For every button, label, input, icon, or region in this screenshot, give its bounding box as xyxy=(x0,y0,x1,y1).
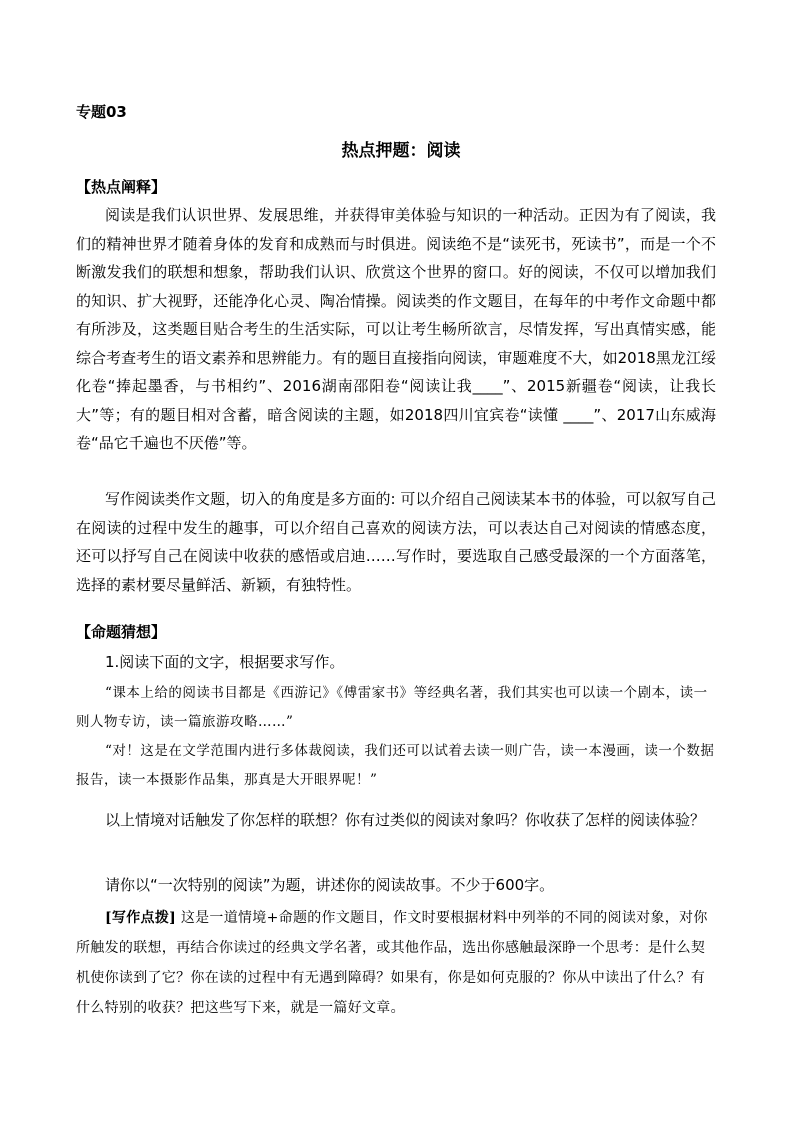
writing-tip-label: [写作点拨] xyxy=(105,910,177,926)
section-heading-hotspot: 【热点阐释】 xyxy=(76,178,167,196)
writing-tip-text: 这是一道情境+命题的作文题目，作文时要根据材料中列举的不同的阅读对象，对你所触发的联想，再结合你读过的经典文学名著，或其他作品，选出你感触最深睁一个思考：是什么契机使你读到了它？你在读的过程中有无遇到障碍？如果有，你是如何克服的？你从中读出了什么？有什么特别的收获？把这些写下来，就是一篇好文章。 xyxy=(76,910,708,1016)
section-heading-prediction: 【命题猜想】 xyxy=(76,623,167,641)
writing-tip xyxy=(76,903,718,1023)
writing-requirement: 请你以“一次特别的阅读”为题，讲述你的阅读故事。不少于600字。 xyxy=(105,876,555,894)
dialogue-quote-2: “对！这是在文学范围内进行多体裁阅读，我们还可以试着去读一则广告，读一本漫画，读一个数据报告，读一本摄影作品集，那真是大开眼界呢！” xyxy=(76,743,715,788)
topic-label: 专题03 xyxy=(76,103,127,121)
hotspot-paragraph-1: 阅读是我们认识世界、发展思维，并获得审美体验与知识的一种活动。正因为有了阅读，我们的精神世界才随着身体的发育和成熟而与时俱进。阅读绝不是“读死书，死读书”，而是一个不断激发我们的联想和想象，帮助我们认识、欣赏这个世界的窗口。好的阅读，不仅可以增加我们的知识、扩大视野，还能净化心灵、陶冶情操。阅读类的作文题目，在每年的中考作文命题中都有所涉及，这类题目贴合考生的生活实际，可以让考生畅所欲言，尽情发挥，写出真情实感，能综合考查考生的语文素养和思辨能力。有的题目直接指向阅读，审题难度不大，如2018黑龙江绥化卷“捧起墨香，与书相约”、2016湖南邵阳卷“阅读让我____”、2015新疆卷“阅读，让我长大”等；有的题目相对含蓄，暗含阅读的主题，如2018四川宜宾卷“读懂 ____”、2017山东威海卷“品它千遍也不厌倦”等。 xyxy=(76,206,716,452)
writing-prompt: 以上情境对话触发了你怎样的联想？你有过类似的阅读对象吗？你收获了怎样的阅读体验？ xyxy=(105,811,706,829)
question-intro: 1.阅读下面的文字，根据要求写作。 xyxy=(105,653,345,671)
hotspot-paragraph-2: 写作阅读类作文题，切入的角度是多方面的: 可以介绍自己阅读某本书的体验，可以叙写自己在阅读的过程中发生的趣事，可以介绍自己喜欢的阅读方法，可以表达自己对阅读的情感态度，还可以抒写自己在阅读中收获的感悟或启迪……写作时，要选取自己感受最深的一个方面落笔，选择的素材要尽量鲜活、新颖，有独特性。 xyxy=(76,490,716,594)
dialogue-quote-1: “课本上给的阅读书目都是《西游记》《傅雷家书》等经典名著，我们其实也可以读一个剧本，读一则人物专访，读一篇旅游攻略……” xyxy=(76,685,708,730)
page-title: 热点押题：阅读 xyxy=(341,141,461,161)
